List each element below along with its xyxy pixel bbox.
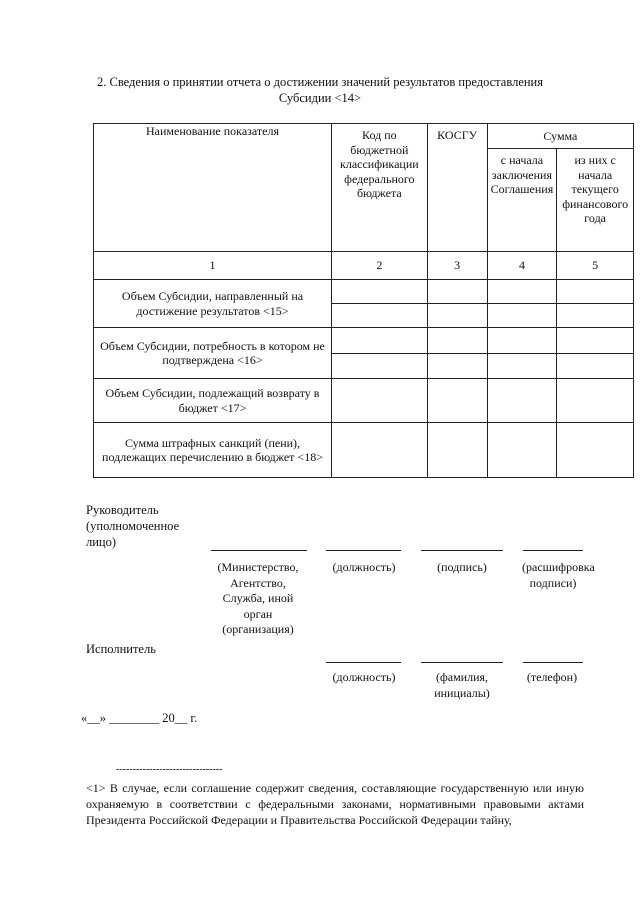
head-label: Руководитель (уполномоченное лицо)	[86, 503, 180, 549]
col-number-4: 4	[487, 252, 557, 280]
table-cell	[487, 423, 557, 478]
table-cell	[487, 354, 557, 379]
col-number-1: 1	[94, 252, 332, 280]
header-sum-current-year: из них с начала текущего финансового года	[557, 149, 634, 252]
signature-line-signature	[421, 550, 503, 551]
section-title-line1: 2. Сведения о принятии отчета о достижении значений результатов предоставления	[96, 75, 543, 89]
table-cell	[557, 354, 634, 379]
footnote-1: <1> В случае, если соглашение содержит сведения, составляющие государственную или иную охраняемую в соответствии с федеральными законами, нормативными правовыми актами Президента Российской Федерации и Правительства Российской Федерации тайну,	[86, 781, 584, 827]
date-line: «__» ________ 20__ г.	[81, 711, 198, 725]
col-number-3: 3	[427, 252, 487, 280]
table-cell	[557, 423, 634, 478]
table-cell	[332, 354, 428, 379]
header-budget-code: Код по бюджетной классификации федерального бюджета	[332, 124, 428, 252]
table-cell	[332, 328, 428, 354]
caption-ministry: (Министерство, Агентство, Служба, иной орган (организация)	[217, 560, 299, 636]
table-cell	[427, 328, 487, 354]
footnote-separator: --------------------------------	[116, 764, 223, 775]
table-cell	[557, 280, 634, 304]
row-label-penalties: Сумма штрафных санкций (пени), подлежащих перечислению в бюджет <18>	[94, 423, 332, 478]
executor-label: Исполнитель	[86, 642, 156, 656]
table-cell	[332, 379, 428, 423]
table-cell	[427, 423, 487, 478]
caption-position: (должность)	[332, 560, 396, 574]
table-cell	[557, 304, 634, 328]
row-label-unconfirmed-volume: Объем Субсидии, потребность в котором не подтверждена <16>	[94, 328, 332, 379]
row-label-directed-volume: Объем Субсидии, направленный на достижение результатов <15>	[94, 280, 332, 328]
table-cell	[427, 379, 487, 423]
table-cell	[332, 423, 428, 478]
table-cell	[487, 328, 557, 354]
executor-line-phone	[523, 662, 583, 663]
header-indicator-name: Наименование показателя	[94, 124, 332, 252]
executor-line-position	[326, 662, 401, 663]
table-cell	[557, 379, 634, 423]
table-cell	[557, 328, 634, 354]
row-label-return-volume: Объем Субсидии, подлежащий возврату в бюджет <17>	[94, 379, 332, 423]
header-sum-from-agreement: с начала заключения Соглашения	[487, 149, 557, 252]
table-cell	[487, 379, 557, 423]
executor-line-name	[421, 662, 503, 663]
section-title	[60, 74, 580, 106]
section-title-line2: Субсидии <14>	[278, 91, 362, 105]
signature-line-position	[326, 550, 401, 551]
table-cell	[427, 280, 487, 304]
table-cell	[487, 280, 557, 304]
signature-line-decoding	[523, 550, 583, 551]
caption-decoding: (расшифровка подписи)	[522, 560, 595, 590]
table-cell	[427, 354, 487, 379]
caption-signature: (подпись)	[437, 560, 487, 574]
report-acceptance-table	[93, 123, 634, 478]
caption-executor-name: (фамилия, инициалы)	[434, 670, 490, 700]
col-number-5: 5	[557, 252, 634, 280]
header-sum: Сумма	[487, 124, 633, 149]
signature-line-ministry	[211, 550, 307, 551]
caption-executor-phone: (телефон)	[526, 670, 578, 684]
table-cell	[332, 304, 428, 328]
table-cell	[332, 280, 428, 304]
col-number-2: 2	[332, 252, 428, 280]
table-cell	[427, 304, 487, 328]
caption-executor-position: (должность)	[332, 670, 396, 684]
header-kosgu: КОСГУ	[427, 124, 487, 252]
table-cell	[487, 304, 557, 328]
